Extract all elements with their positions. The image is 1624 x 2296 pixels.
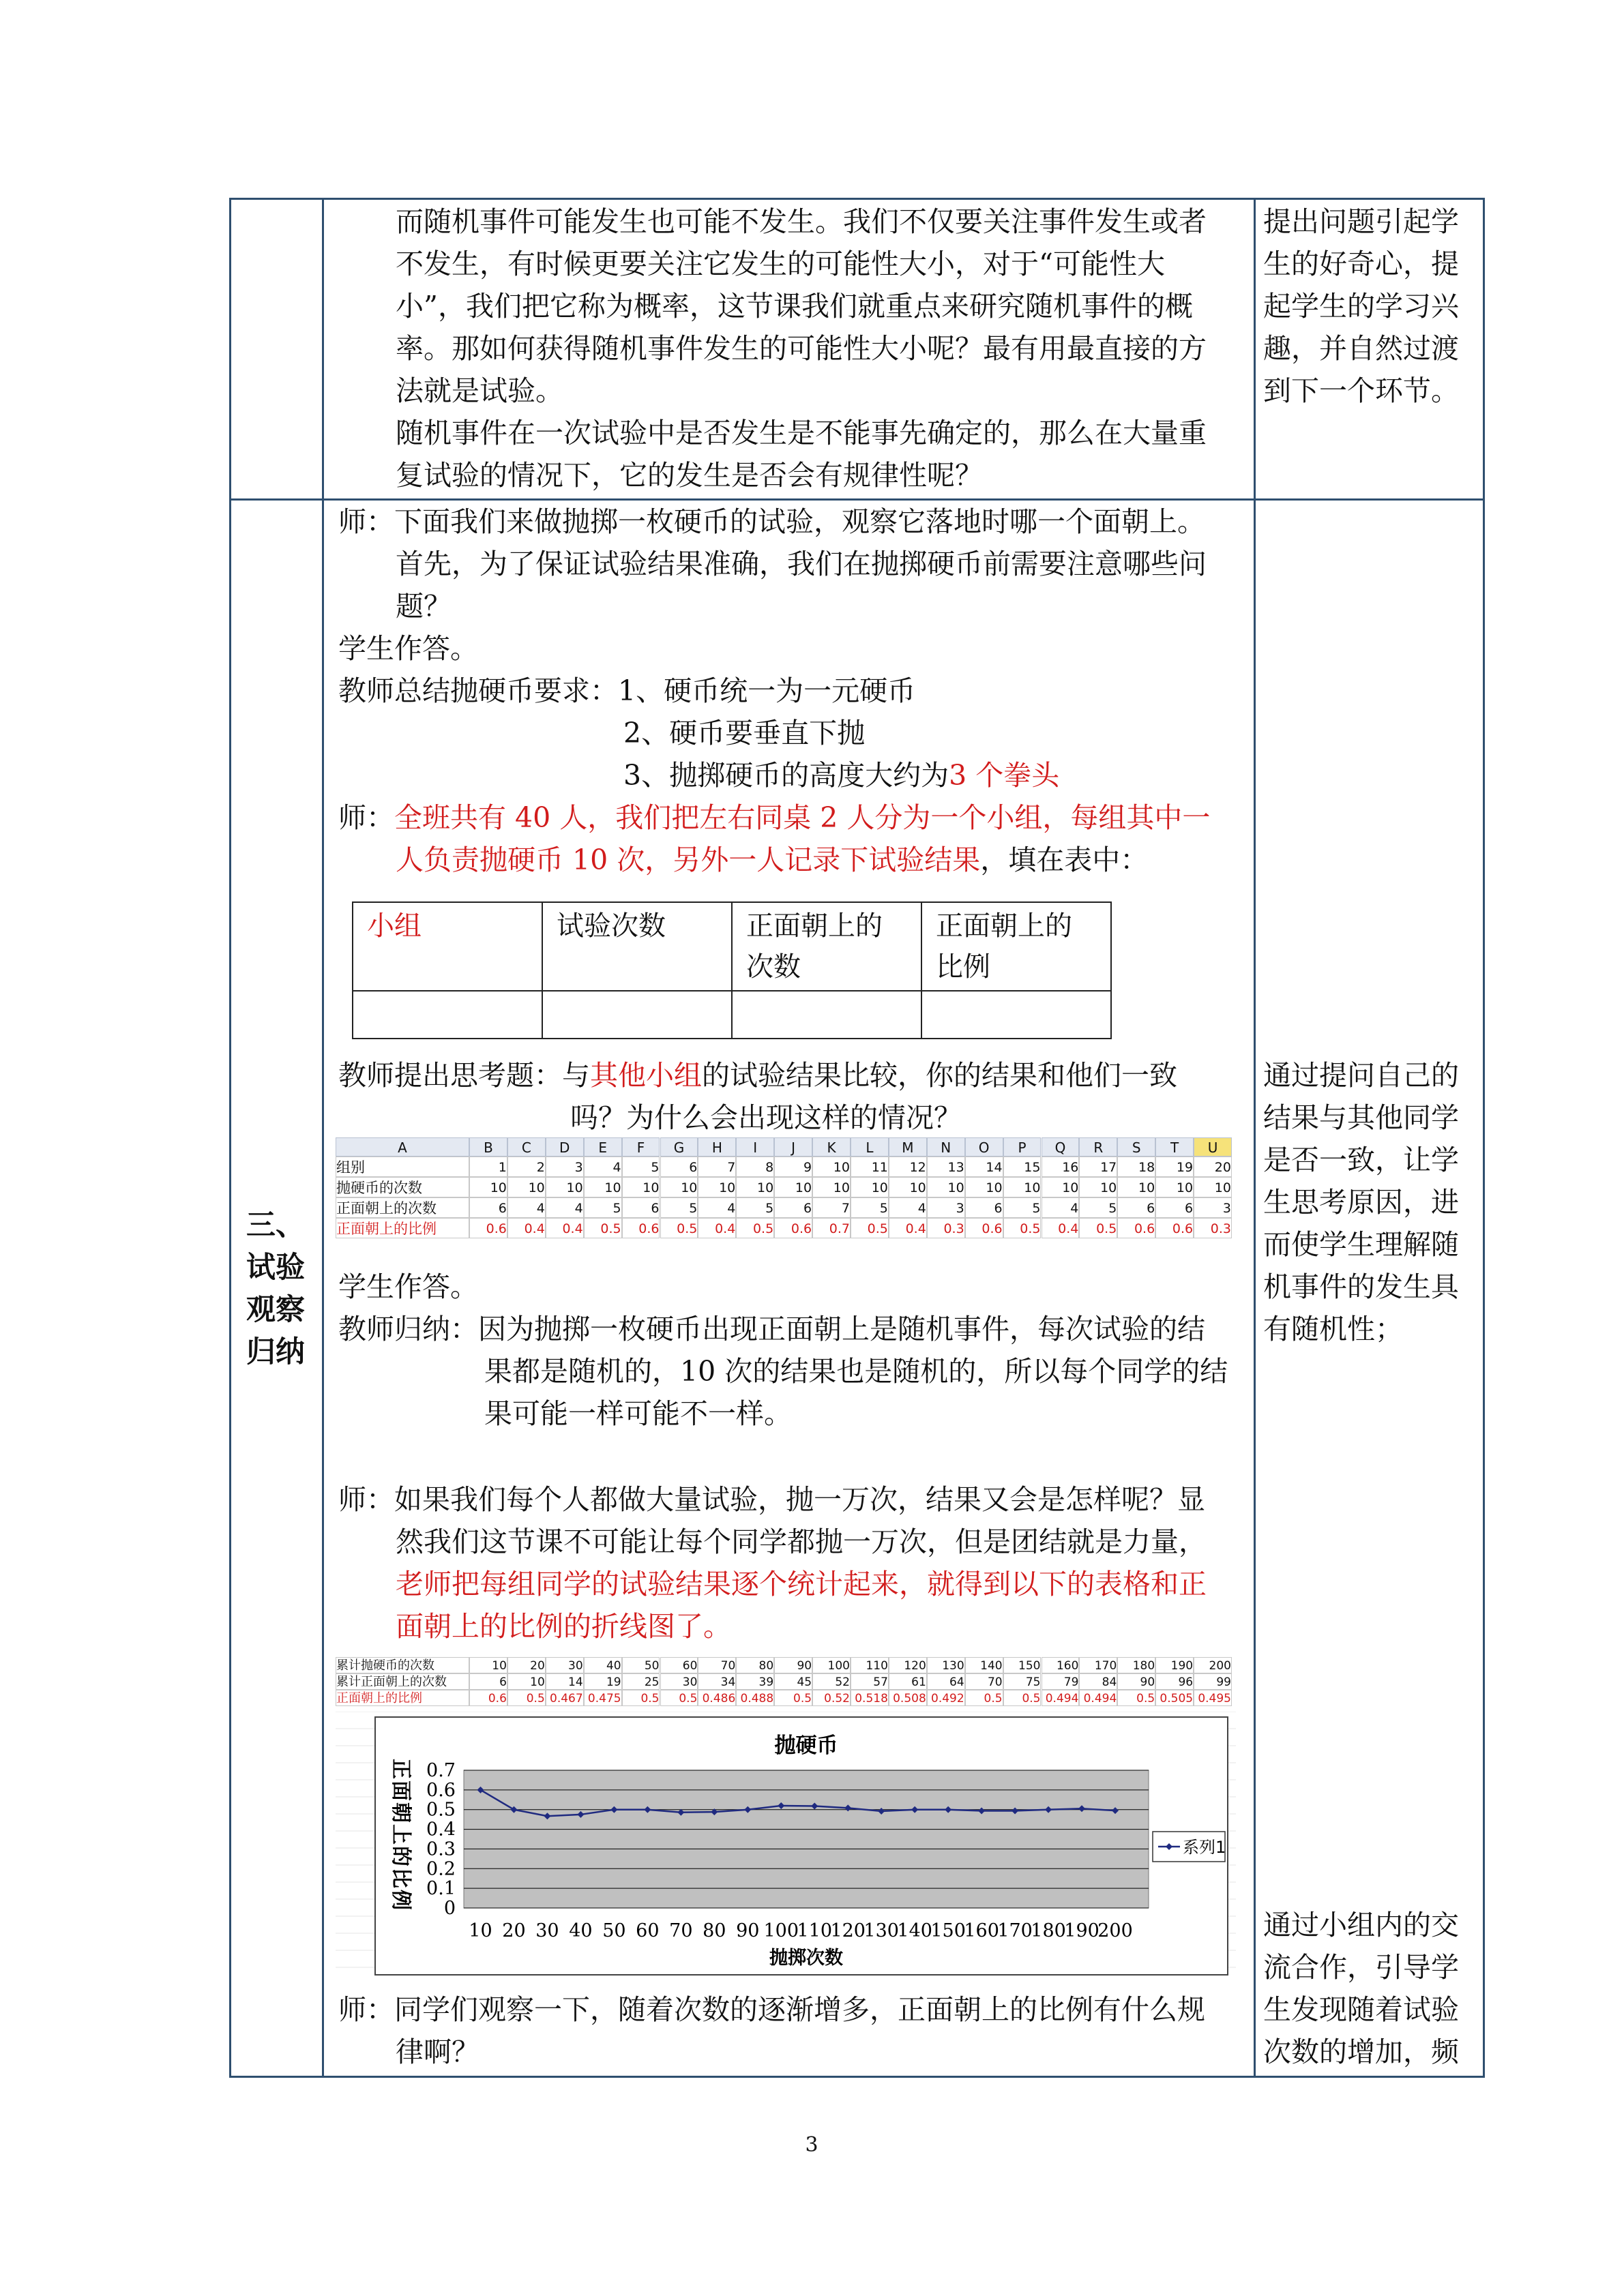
data-cell: 0.6 <box>622 1218 660 1238</box>
table-empty-cell[interactable] <box>921 991 1111 1039</box>
x-tick-label: 60 <box>636 1920 660 1941</box>
data-cell: 200 <box>1194 1657 1232 1673</box>
y-axis-label: 正面朝上的比例 <box>389 1759 413 1911</box>
column-header: R <box>1079 1137 1117 1157</box>
spreadsheet-groups <box>336 1137 1232 1247</box>
text-line: 然我们这节课不可能让每个同学都抛一万次，但是团结就是力量， <box>396 1525 1207 1558</box>
data-cell: 0.6 <box>1117 1218 1155 1238</box>
data-cell: 40 <box>584 1657 622 1673</box>
text-line: 题？ <box>396 590 452 623</box>
table-col-divider-1 <box>322 198 324 2077</box>
data-cell: 6 <box>965 1197 1003 1218</box>
data-cell: 3 <box>546 1157 584 1177</box>
row-label: 累计抛硬币的次数 <box>336 1657 469 1673</box>
data-cell: 10 <box>469 1657 507 1673</box>
note-line: 提出问题引起学 <box>1263 205 1459 238</box>
data-cell: 0.5 <box>507 1690 546 1706</box>
x-axis-label: 抛掷次数 <box>769 1948 843 1969</box>
x-tick-label: 100 <box>763 1920 799 1941</box>
table-header-heads-2: 次数 <box>746 951 801 983</box>
data-cell: 75 <box>1003 1673 1042 1690</box>
note-line: 流合作，引导学 <box>1263 1951 1459 1984</box>
data-cell: 4 <box>889 1197 927 1218</box>
x-tick-label: 90 <box>736 1920 760 1941</box>
data-cell: 10 <box>774 1177 812 1197</box>
data-cell: 10 <box>1042 1177 1080 1197</box>
data-cell: 13 <box>927 1157 965 1177</box>
data-cell: 0.5 <box>660 1690 698 1706</box>
x-tick-label: 130 <box>863 1920 899 1941</box>
spreadsheet-cumulative <box>336 1657 1232 1709</box>
note-line: 通过小组内的交 <box>1263 1909 1459 1941</box>
data-cell: 84 <box>1079 1673 1117 1690</box>
data-cell: 4 <box>584 1157 622 1177</box>
text-line: 师：如果我们每个人都做大量试验，抛一万次，结果又会是怎样呢？显 <box>338 1483 1205 1516</box>
table-border-top <box>229 198 1485 200</box>
data-cell: 19 <box>1155 1157 1194 1177</box>
text-line: 学生作答。 <box>338 632 478 665</box>
data-cell: 0.5 <box>965 1690 1003 1706</box>
column-header: J <box>774 1137 812 1157</box>
data-cell: 18 <box>1117 1157 1155 1177</box>
table-border-bottom <box>229 2076 1485 2078</box>
data-cell: 99 <box>1194 1673 1232 1690</box>
plot-area <box>464 1770 1149 1908</box>
column-header: S <box>1117 1137 1155 1157</box>
data-cell: 12 <box>889 1157 927 1177</box>
row-label: 正面朝上的次数 <box>336 1197 469 1218</box>
data-cell: 10 <box>851 1177 889 1197</box>
data-cell: 6 <box>774 1197 812 1218</box>
column-header: P <box>1003 1137 1042 1157</box>
column-header: Q <box>1042 1137 1080 1157</box>
data-cell: 10 <box>507 1673 546 1690</box>
x-tick-label: 10 <box>469 1920 492 1941</box>
data-cell: 30 <box>660 1673 698 1690</box>
column-header: G <box>660 1137 698 1157</box>
intro-line: 率。那如何获得随机事件发生的可能性大小呢？最有用最直接的方 <box>396 332 1207 365</box>
column-header: U <box>1194 1137 1232 1157</box>
text-run: 3、抛掷硬币的高度大约为 <box>623 759 949 792</box>
data-cell: 57 <box>851 1673 889 1690</box>
x-tick-label: 190 <box>1064 1920 1099 1941</box>
data-cell: 15 <box>1003 1157 1042 1177</box>
data-cell: 0.4 <box>546 1218 584 1238</box>
table-col-divider-2 <box>1254 198 1256 2077</box>
data-cell: 0.4 <box>1042 1218 1080 1238</box>
data-cell: 0.4 <box>889 1218 927 1238</box>
x-tick-label: 150 <box>930 1920 966 1941</box>
data-cell: 10 <box>469 1177 507 1197</box>
data-cell: 50 <box>622 1657 660 1673</box>
highlight-run: 其他小组 <box>590 1059 702 1092</box>
note-line: 趣，并自然过渡 <box>1263 332 1459 365</box>
data-cell: 4 <box>546 1197 584 1218</box>
x-tick-label: 120 <box>830 1920 866 1941</box>
x-tick-label: 30 <box>535 1920 559 1941</box>
y-tick-label: 0.6 <box>426 1779 456 1801</box>
x-tick-label: 20 <box>502 1920 526 1941</box>
table-border-right <box>1483 198 1485 2077</box>
data-cell: 90 <box>1117 1673 1155 1690</box>
data-cell: 79 <box>1042 1673 1080 1690</box>
text-line: 2、硬币要垂直下抛 <box>623 717 866 749</box>
x-tick-label: 70 <box>669 1920 693 1941</box>
data-cell: 10 <box>546 1177 584 1197</box>
note-line: 生发现随着试验 <box>1263 1993 1459 2026</box>
data-cell: 96 <box>1155 1673 1194 1690</box>
data-cell: 190 <box>1155 1657 1194 1673</box>
column-header: D <box>546 1137 584 1157</box>
table-header-heads: 正面朝上的 <box>746 910 883 942</box>
intro-line: 随机事件在一次试验中是否发生是不能事先确定的，那么在大量重 <box>396 417 1207 449</box>
data-cell: 10 <box>1117 1177 1155 1197</box>
note-line: 机事件的发生具 <box>1263 1270 1459 1303</box>
data-cell: 4 <box>1042 1197 1080 1218</box>
text-run: ，填在表中： <box>980 844 1149 876</box>
note-line: 到下一个环节。 <box>1263 374 1459 407</box>
text-line: 吗？为什么会出现这样的情况？ <box>570 1101 962 1134</box>
data-cell: 10 <box>1079 1177 1117 1197</box>
intro-line: 法就是试验。 <box>396 374 563 407</box>
note-line: 通过提问自己的 <box>1263 1059 1459 1092</box>
data-cell: 0.6 <box>1155 1218 1194 1238</box>
data-cell: 0.5 <box>1117 1690 1155 1706</box>
data-cell: 10 <box>736 1177 774 1197</box>
data-cell: 64 <box>927 1673 965 1690</box>
table-header-cell <box>353 902 542 991</box>
line-chart <box>336 1712 1236 1984</box>
note-line: 是否一致，让学 <box>1263 1144 1459 1176</box>
y-tick-label: 0.2 <box>426 1858 456 1880</box>
data-cell: 0.6 <box>774 1218 812 1238</box>
record-table <box>352 901 1112 1039</box>
data-cell: 2 <box>507 1157 546 1177</box>
data-cell: 0.508 <box>889 1690 927 1706</box>
data-cell: 11 <box>851 1157 889 1177</box>
column-header: C <box>507 1137 546 1157</box>
table-header-group: 小组 <box>367 910 422 942</box>
data-cell: 20 <box>507 1657 546 1673</box>
y-tick-label: 0.4 <box>426 1819 456 1840</box>
data-cell: 0.494 <box>1079 1690 1117 1706</box>
data-cell: 5 <box>622 1157 660 1177</box>
data-cell: 10 <box>1155 1177 1194 1197</box>
data-cell: 0.4 <box>507 1218 546 1238</box>
highlight-run: 3 个拳头 <box>949 759 1060 792</box>
y-tick-label: 0.1 <box>426 1878 456 1900</box>
column-header: N <box>927 1137 965 1157</box>
data-cell: 10 <box>660 1177 698 1197</box>
note-line: 生的好奇心，提 <box>1263 248 1459 280</box>
data-cell: 14 <box>965 1157 1003 1177</box>
data-cell: 160 <box>1042 1657 1080 1673</box>
data-cell: 0.505 <box>1155 1690 1194 1706</box>
x-tick-label: 140 <box>897 1920 932 1941</box>
data-cell: 0.6 <box>469 1690 507 1706</box>
data-cell: 10 <box>812 1177 851 1197</box>
text-line: 首先，为了保证试验结果准确，我们在抛掷硬币前需要注意哪些问 <box>396 548 1207 580</box>
data-cell: 0.486 <box>698 1690 736 1706</box>
table-border-left <box>229 198 231 2077</box>
data-cell: 9 <box>774 1157 812 1177</box>
data-cell: 0.6 <box>965 1218 1003 1238</box>
x-tick-label: 50 <box>602 1920 626 1941</box>
table-header-cell <box>732 902 921 991</box>
data-cell: 6 <box>1117 1197 1155 1218</box>
data-cell: 14 <box>546 1673 584 1690</box>
text-line: 果都是随机的，10 次的结果也是随机的，所以每个同学的结 <box>484 1355 1228 1388</box>
data-cell: 0.492 <box>927 1690 965 1706</box>
y-tick-label: 0.5 <box>426 1799 456 1821</box>
data-cell: 4 <box>507 1197 546 1218</box>
data-cell: 0.5 <box>1079 1218 1117 1238</box>
data-cell: 0.5 <box>660 1218 698 1238</box>
data-cell: 16 <box>1042 1157 1080 1177</box>
text-line <box>338 796 1210 839</box>
data-cell: 0.7 <box>812 1218 851 1238</box>
data-cell: 0.5 <box>736 1218 774 1238</box>
data-cell: 80 <box>736 1657 774 1673</box>
data-cell: 17 <box>1079 1157 1117 1177</box>
data-cell: 90 <box>774 1657 812 1673</box>
data-cell: 0.475 <box>584 1690 622 1706</box>
data-cell: 0.3 <box>1194 1218 1232 1238</box>
row-label: 组别 <box>336 1157 469 1177</box>
data-cell: 6 <box>660 1157 698 1177</box>
note-line: 结果与其他同学 <box>1263 1101 1459 1134</box>
note-line: 而使学生理解随 <box>1263 1228 1459 1261</box>
data-cell: 6 <box>469 1197 507 1218</box>
y-tick-label: 0.7 <box>426 1760 456 1781</box>
data-cell: 6 <box>1155 1197 1194 1218</box>
highlight-run: 人负责抛硬币 10 次，另外一人记录下试验结果 <box>396 844 981 876</box>
intro-line: 不发生，有时候更要关注它发生的可能性大小，对于“可能性大 <box>396 248 1165 280</box>
note-line: 起学生的学习兴 <box>1263 290 1459 323</box>
data-cell: 170 <box>1079 1657 1117 1673</box>
data-cell: 10 <box>889 1177 927 1197</box>
note-line: 有随机性； <box>1263 1313 1403 1345</box>
table-empty-cell[interactable] <box>542 991 732 1039</box>
data-cell: 0.5 <box>1003 1218 1042 1238</box>
note-line: 生思考原因，进 <box>1263 1186 1459 1219</box>
data-cell: 8 <box>736 1157 774 1177</box>
chart-title: 抛硬币 <box>774 1733 838 1758</box>
section-label-line: 归纳 <box>246 1335 305 1369</box>
x-tick-label: 110 <box>797 1920 833 1941</box>
note-line: 次数的增加，频 <box>1263 2036 1459 2068</box>
data-cell: 34 <box>698 1673 736 1690</box>
section-label-line: 观察 <box>246 1293 305 1327</box>
data-cell: 0.5 <box>851 1218 889 1238</box>
text-run: 师： <box>338 801 394 834</box>
data-cell: 10 <box>622 1177 660 1197</box>
row-label: 累计正面朝上的次数 <box>336 1673 469 1690</box>
data-cell: 180 <box>1117 1657 1155 1673</box>
data-cell: 7 <box>698 1157 736 1177</box>
table-header-cell <box>542 902 732 991</box>
highlight-line: 面朝上的比例的折线图了。 <box>396 1610 731 1643</box>
table-empty-cell[interactable] <box>353 991 542 1039</box>
data-cell: 52 <box>812 1673 851 1690</box>
y-tick-label: 0 <box>443 1898 456 1919</box>
data-cell: 5 <box>660 1197 698 1218</box>
table-header-ratio-2: 比例 <box>936 951 990 983</box>
text-line <box>396 839 1148 881</box>
text-line: 师：下面我们来做抛掷一枚硬币的试验，观察它落地时哪一个面朝上。 <box>338 505 1205 538</box>
data-cell: 10 <box>1003 1177 1042 1197</box>
data-cell: 3 <box>927 1197 965 1218</box>
data-cell: 10 <box>584 1177 622 1197</box>
column-header: H <box>698 1137 736 1157</box>
data-cell: 39 <box>736 1673 774 1690</box>
data-cell: 5 <box>851 1197 889 1218</box>
table-header-ratio: 正面朝上的 <box>936 910 1072 942</box>
x-tick-label: 80 <box>703 1920 726 1941</box>
row-label: 正面朝上的比例 <box>336 1690 469 1706</box>
column-header: T <box>1155 1137 1194 1157</box>
text-line: 教师总结抛硬币要求：1、硬币统一为一元硬币 <box>338 674 916 707</box>
x-tick-label: 200 <box>1097 1920 1133 1941</box>
data-cell: 10 <box>507 1177 546 1197</box>
row-label: 抛硬币的次数 <box>336 1177 469 1197</box>
intro-line: 复试验的情况下，它的发生是否会有规律性呢？ <box>396 459 983 492</box>
page-number: 3 <box>805 2133 818 2157</box>
data-cell: 10 <box>1194 1177 1232 1197</box>
text-line: 律啊？ <box>396 2036 479 2068</box>
y-tick-label: 0.3 <box>426 1838 456 1860</box>
data-cell: 0.6 <box>469 1218 507 1238</box>
data-cell: 0.488 <box>736 1690 774 1706</box>
data-cell: 3 <box>1194 1197 1232 1218</box>
column-header: O <box>965 1137 1003 1157</box>
data-cell: 120 <box>889 1657 927 1673</box>
highlight-run: 全班共有 40 人，我们把左右同桌 2 人分为一个小组，每组其中一 <box>394 801 1211 834</box>
data-cell: 5 <box>584 1197 622 1218</box>
table-header-trials: 试验次数 <box>557 910 666 942</box>
data-cell: 19 <box>584 1673 622 1690</box>
data-cell: 0.5 <box>622 1690 660 1706</box>
data-cell: 70 <box>965 1673 1003 1690</box>
data-cell: 5 <box>736 1197 774 1218</box>
data-cell: 150 <box>1003 1657 1042 1673</box>
text-line <box>623 754 1059 796</box>
data-cell: 6 <box>622 1197 660 1218</box>
table-empty-cell[interactable] <box>732 991 921 1039</box>
data-cell: 61 <box>889 1673 927 1690</box>
data-cell: 0.467 <box>546 1690 584 1706</box>
data-cell: 0.518 <box>851 1690 889 1706</box>
row-label: 正面朝上的比例 <box>336 1218 469 1238</box>
column-header: F <box>622 1137 660 1157</box>
data-cell: 0.494 <box>1042 1690 1080 1706</box>
data-cell: 0.3 <box>927 1218 965 1238</box>
data-cell: 7 <box>812 1197 851 1218</box>
data-cell: 70 <box>698 1657 736 1673</box>
data-cell: 60 <box>660 1657 698 1673</box>
highlight-line: 老师把每组同学的试验结果逐个统计起来，就得到以下的表格和正 <box>396 1568 1207 1600</box>
x-tick-label: 40 <box>569 1920 593 1941</box>
data-cell: 110 <box>851 1657 889 1673</box>
data-cell: 0.5 <box>774 1690 812 1706</box>
data-cell: 5 <box>1003 1197 1042 1218</box>
data-cell: 0.4 <box>698 1218 736 1238</box>
intro-line: 小”，我们把它称为概率，这节课我们就重点来研究随机事件的概 <box>396 290 1193 323</box>
data-cell: 10 <box>812 1157 851 1177</box>
text-line: 学生作答。 <box>338 1270 478 1303</box>
data-cell: 30 <box>546 1657 584 1673</box>
data-cell: 0.52 <box>812 1690 851 1706</box>
column-header: B <box>469 1137 507 1157</box>
intro-line: 而随机事件可能发生也可能不发生。我们不仅要关注事件发生或者 <box>396 205 1207 238</box>
text-line: 教师归纳：因为抛掷一枚硬币出现正面朝上是随机事件，每次试验的结 <box>338 1313 1205 1345</box>
data-cell: 45 <box>774 1673 812 1690</box>
column-header: M <box>889 1137 927 1157</box>
data-cell: 6 <box>469 1673 507 1690</box>
legend-label: 系列1 <box>1183 1838 1226 1857</box>
text-run: 的试验结果比较，你的结果和他们一致 <box>702 1059 1177 1092</box>
text-line: 果可能一样可能不一样。 <box>484 1397 792 1430</box>
x-tick-label: 180 <box>1031 1920 1066 1941</box>
section-label-line: 试验 <box>246 1251 305 1285</box>
data-cell: 25 <box>622 1673 660 1690</box>
data-cell: 5 <box>1079 1197 1117 1218</box>
x-tick-label: 160 <box>964 1920 999 1941</box>
data-cell: 0.5 <box>1003 1690 1042 1706</box>
column-header: L <box>851 1137 889 1157</box>
section-label-line: 三、 <box>246 1208 305 1242</box>
data-cell: 4 <box>698 1197 736 1218</box>
data-cell: 10 <box>698 1177 736 1197</box>
data-cell: 130 <box>927 1657 965 1673</box>
data-cell: 140 <box>965 1657 1003 1673</box>
column-header: K <box>812 1137 851 1157</box>
data-cell: 0.495 <box>1194 1690 1232 1706</box>
data-cell: 1 <box>469 1157 507 1177</box>
column-header: I <box>736 1137 774 1157</box>
data-cell: 10 <box>927 1177 965 1197</box>
data-cell: 20 <box>1194 1157 1232 1177</box>
column-header: E <box>584 1137 622 1157</box>
data-cell: 0.5 <box>584 1218 622 1238</box>
text-run: 教师提出思考题：与 <box>338 1059 590 1092</box>
column-header: A <box>336 1137 469 1157</box>
text-line: 师：同学们观察一下，随着次数的逐渐增多，正面朝上的比例有什么规 <box>338 1993 1205 2026</box>
table-header-cell <box>921 902 1111 991</box>
data-cell: 10 <box>965 1177 1003 1197</box>
text-line <box>338 1054 1177 1097</box>
data-cell: 100 <box>812 1657 851 1673</box>
x-tick-label: 170 <box>997 1920 1033 1941</box>
